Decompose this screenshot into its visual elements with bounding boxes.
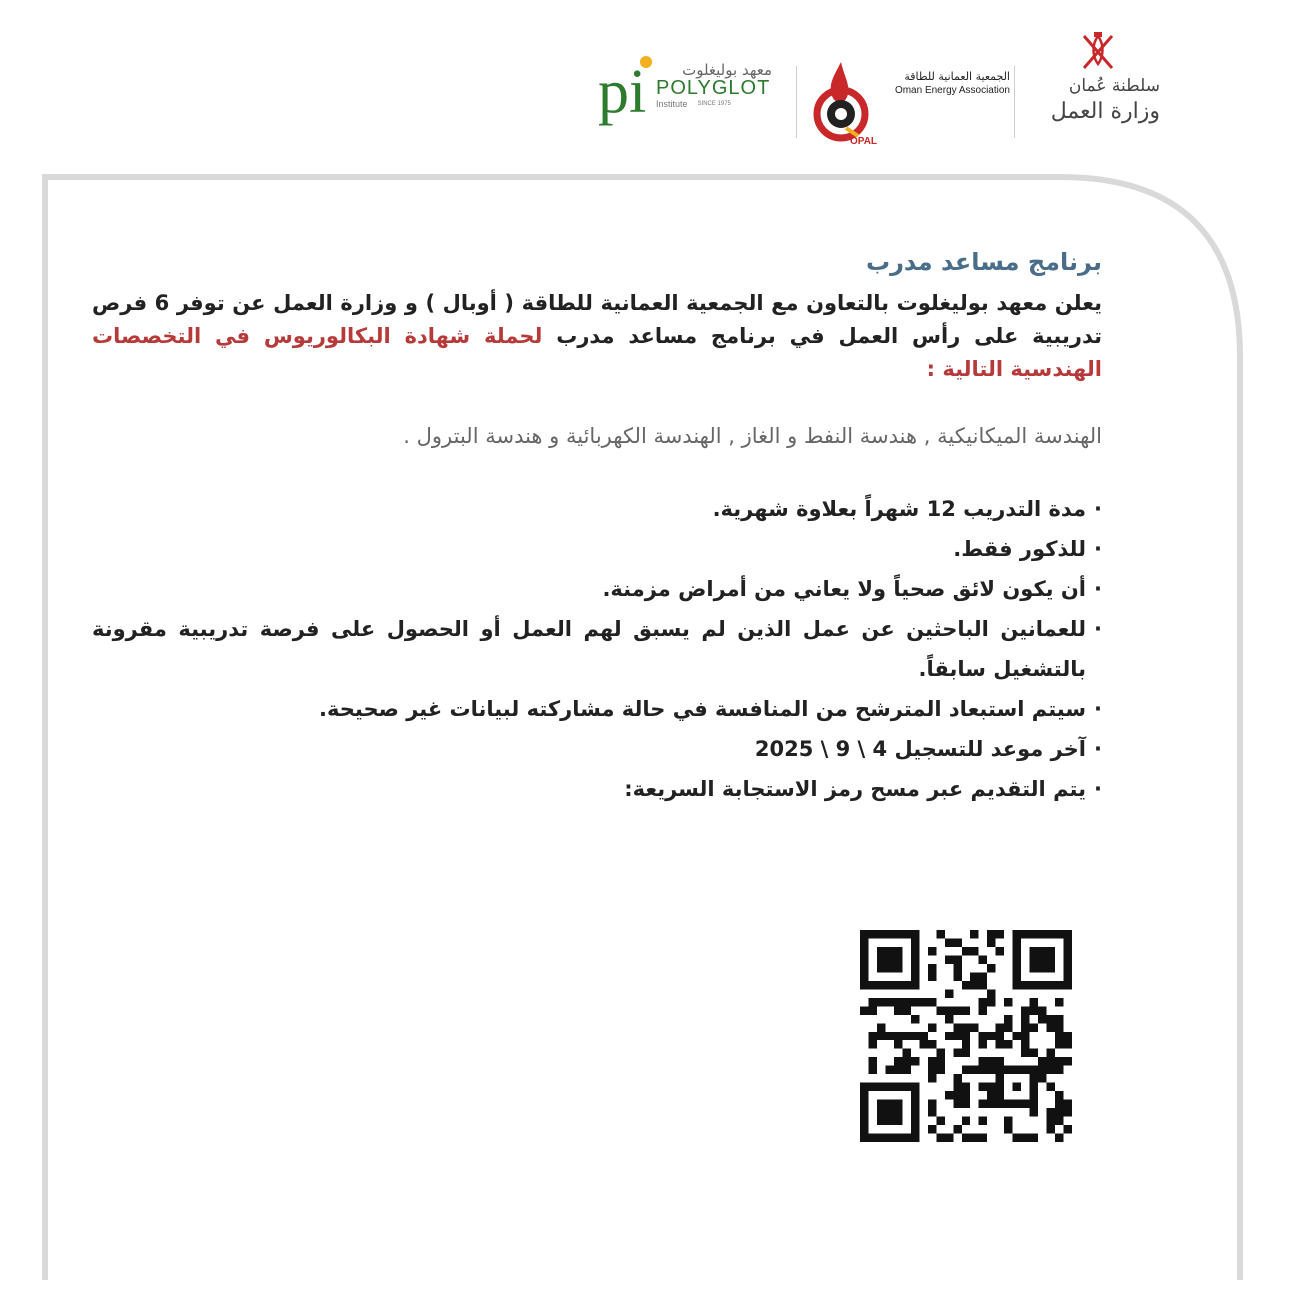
svg-text:pi: pi bbox=[598, 58, 647, 126]
list-item: · للعمانين الباحثين عن عمل الذين لم يسبق لهم العمل أو الحصول على فرصة تدريبية مقرونة بالتشغيل سابقاً. bbox=[92, 609, 1102, 689]
program-title: برنامج مساعد مدرب bbox=[865, 248, 1102, 276]
requirements-list bbox=[92, 489, 1102, 809]
ministry-line2: وزارة العمل bbox=[1050, 99, 1160, 124]
announcement-intro bbox=[92, 287, 1102, 386]
intro-highlight-text: لحملة شهادة البكالوريوس في التخصصات الهندسية التالية : bbox=[92, 324, 1102, 381]
list-item: · أن يكون لائق صحياً ولا يعاني من أمراض مزمنة. bbox=[92, 569, 1102, 609]
ministry-line1: سلطنة عُمان bbox=[1068, 76, 1160, 96]
polyglot-logo-text bbox=[656, 62, 772, 110]
logo-bar bbox=[590, 28, 1180, 147]
oman-emblem-icon bbox=[1078, 30, 1118, 74]
logo-divider bbox=[796, 66, 797, 138]
polyglot-institute: Institute bbox=[656, 99, 688, 109]
list-item: · للذكور فقط. bbox=[92, 529, 1102, 569]
list-item: · آخر موعد للتسجيل 4 \ 9 \ 2025 bbox=[92, 729, 1102, 769]
opal-arabic-name: الجمعية العمانية للطاقة bbox=[904, 70, 1010, 83]
ministry-logo-text bbox=[1035, 74, 1160, 126]
opal-logo-icon bbox=[810, 56, 878, 148]
qr-code-icon[interactable] bbox=[860, 930, 1072, 1142]
opal-logo-text bbox=[870, 70, 1010, 98]
logo-divider bbox=[1014, 66, 1015, 138]
announcement-body bbox=[92, 245, 1102, 809]
polyglot-logo-icon bbox=[596, 54, 654, 134]
engineering-fields: الهندسة الميكانيكية , هندسة النفط و الغاز , الهندسة الكهربائية و هندسة البترول . bbox=[403, 424, 1102, 448]
opal-mark-text: OPAL bbox=[850, 136, 878, 147]
intro-main-text: يعلن معهد بوليغلوت بالتعاون مع الجمعية العمانية للطاقة ( أوبال ) و وزارة العمل عن توفر 6 فرص تدريبية على رأس العمل في برنامج مساعد مدرب bbox=[92, 291, 1102, 348]
list-item: · مدة التدريب 12 شهراً بعلاوة شهرية. bbox=[92, 489, 1102, 529]
polyglot-since: SINCE 1975 bbox=[697, 101, 731, 107]
list-item: · سيتم استبعاد المترشح من المنافسة في حالة مشاركته لبيانات غير صحيحة. bbox=[92, 689, 1102, 729]
polyglot-subtitle bbox=[656, 98, 772, 110]
opal-english-name: Oman Energy Association bbox=[894, 85, 1010, 96]
polyglot-arabic-name: معهد بوليغلوت bbox=[682, 61, 772, 79]
list-item: · يتم التقديم عبر مسح رمز الاستجابة السريعة: bbox=[92, 769, 1102, 809]
polyglot-name: POLYGLOT bbox=[656, 77, 771, 99]
